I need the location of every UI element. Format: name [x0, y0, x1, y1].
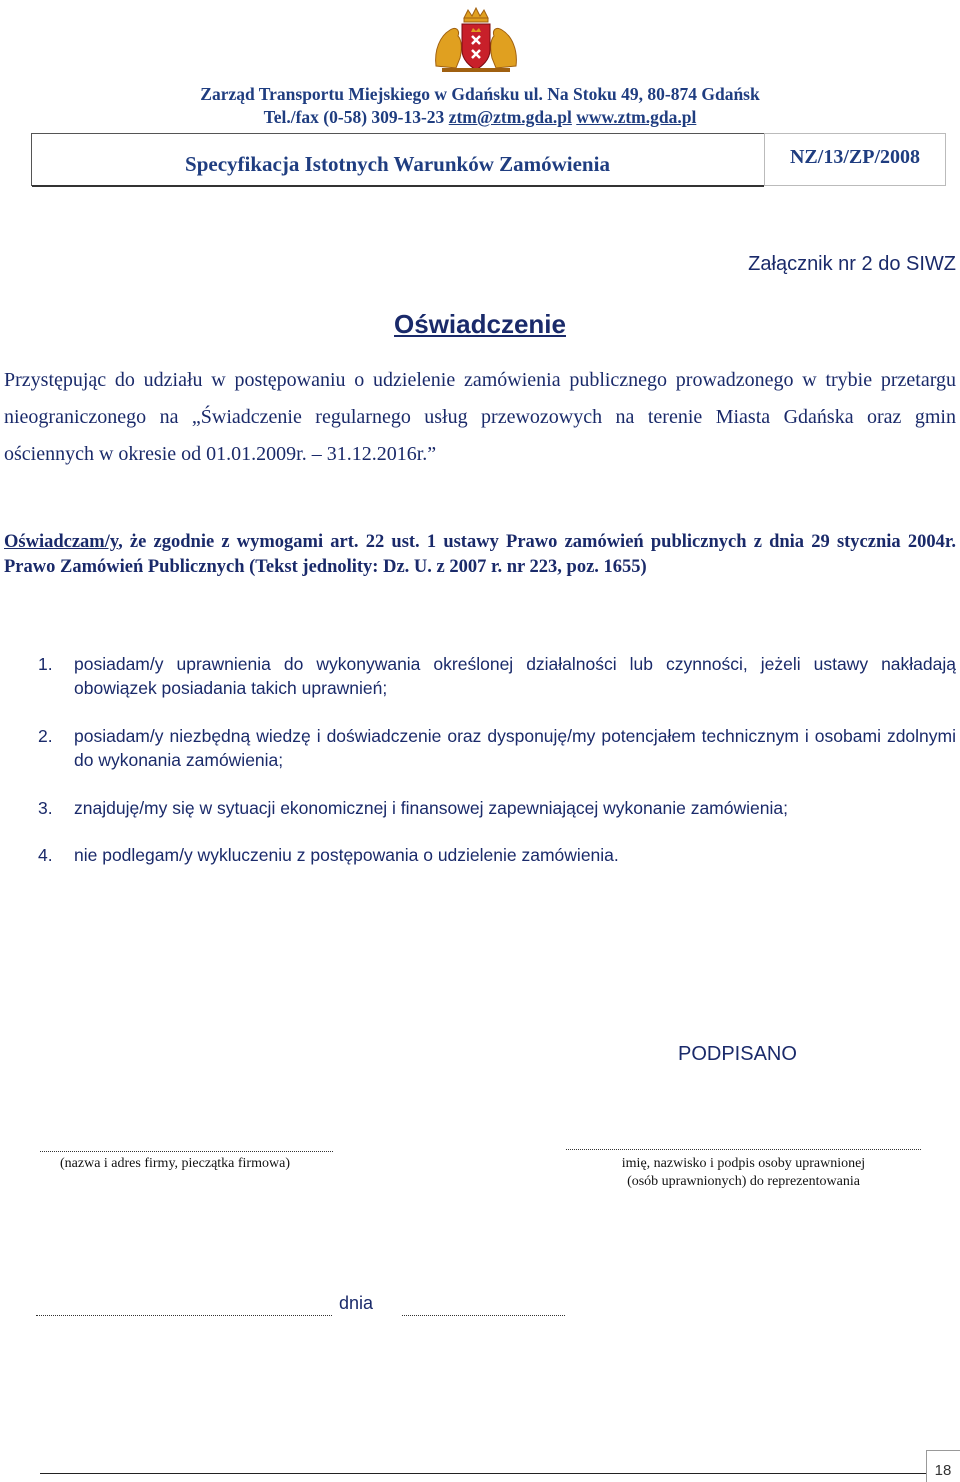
company-signature-caption: (nazwa i adres firmy, pieczątka firmowa): [60, 1156, 290, 1171]
place-line: [36, 1315, 332, 1316]
list-item-number: 2.: [38, 726, 53, 746]
header-phone: Tel./fax (0-58) 309-13-23: [263, 107, 449, 127]
company-signature-line: [40, 1151, 333, 1152]
person-signature-caption-line1: imię, nazwisko i podpis osoby uprawnionej: [621, 1156, 866, 1171]
list-item: [38, 724, 956, 772]
list-item: [38, 843, 956, 867]
list-item-number: 3.: [38, 798, 53, 818]
document-title: Oświadczenie: [394, 309, 566, 339]
page-number: 18: [934, 1462, 952, 1479]
intro-paragraph: Przystępując do udziału w postępowaniu o udzielenie zamówienia publicznego prowadzonego w trybie przetargu nieograniczonego na „Świadczenie regularnego usług przewozowych na terenie Miasta Gdańska oraz gmin ościennych w okresie od 01.01.2009r. – 31.12.2016r.”: [4, 369, 956, 465]
date-label: dnia: [339, 1293, 374, 1313]
header-website-link[interactable]: www.ztm.gda.pl: [576, 107, 697, 127]
list-item: [38, 796, 956, 820]
signed-label: PODPISANO: [678, 1043, 797, 1065]
city-coat-of-arms-logo: [428, 6, 524, 74]
date-line: [402, 1315, 565, 1316]
footer-divider: [40, 1473, 926, 1474]
declaration-lead: Oświadczam/y: [4, 532, 119, 552]
header-address: Zarząd Transportu Miejskiego w Gdańsku ul. Na Stoku 49, 80-874 Gdańsk: [200, 84, 760, 104]
attachment-label: Załącznik nr 2 do SIWZ: [748, 253, 956, 275]
list-item-text: posiadam/y uprawnienia do wykonywania określonej działalności lub czynności, jeżeli ustawy nakładają obowiązek posiadania takich uprawnień;: [74, 654, 956, 698]
person-signature-caption-line2: (osób uprawnionych) do reprezentowania: [627, 1174, 860, 1189]
list-item-text: posiadam/y niezbędną wiedzę i doświadczenie oraz dysponuję/my potencjałem technicznym i osobami zdolnymi do wykonania zamówienia;: [74, 726, 956, 770]
list-item-number: 1.: [38, 654, 53, 674]
list-item-text: znajduję/my się w sytuacji ekonomicznej i finansowej zapewniającej wykonanie zamówienia;: [74, 798, 788, 818]
list-item: [38, 652, 956, 700]
person-signature-caption: [566, 1155, 921, 1191]
declaration-paragraph: [4, 530, 956, 580]
header-contact: [0, 107, 960, 128]
person-signature-line: [566, 1149, 921, 1150]
header-email-link[interactable]: ztm@ztm.gda.pl: [448, 107, 572, 127]
reference-number: NZ/13/ZP/2008: [789, 146, 920, 168]
list-item-number: 4.: [38, 845, 53, 865]
declaration-text: , że zgodnie z wymogami art. 22 ust. 1 ustawy Prawo zamówień publicznych z dnia 29 stycznia 2004r. Prawo Zamówień Publicznych (Tekst jednolity: Dz. U. z 2007 r. nr 223, poz. 1655): [4, 532, 956, 577]
spec-title: Specyfikacja Istotnych Warunków Zamówienia: [185, 152, 610, 176]
list-item-text: nie podlegam/y wykluczeniu z postępowania o udzielenie zamówienia.: [74, 845, 619, 865]
